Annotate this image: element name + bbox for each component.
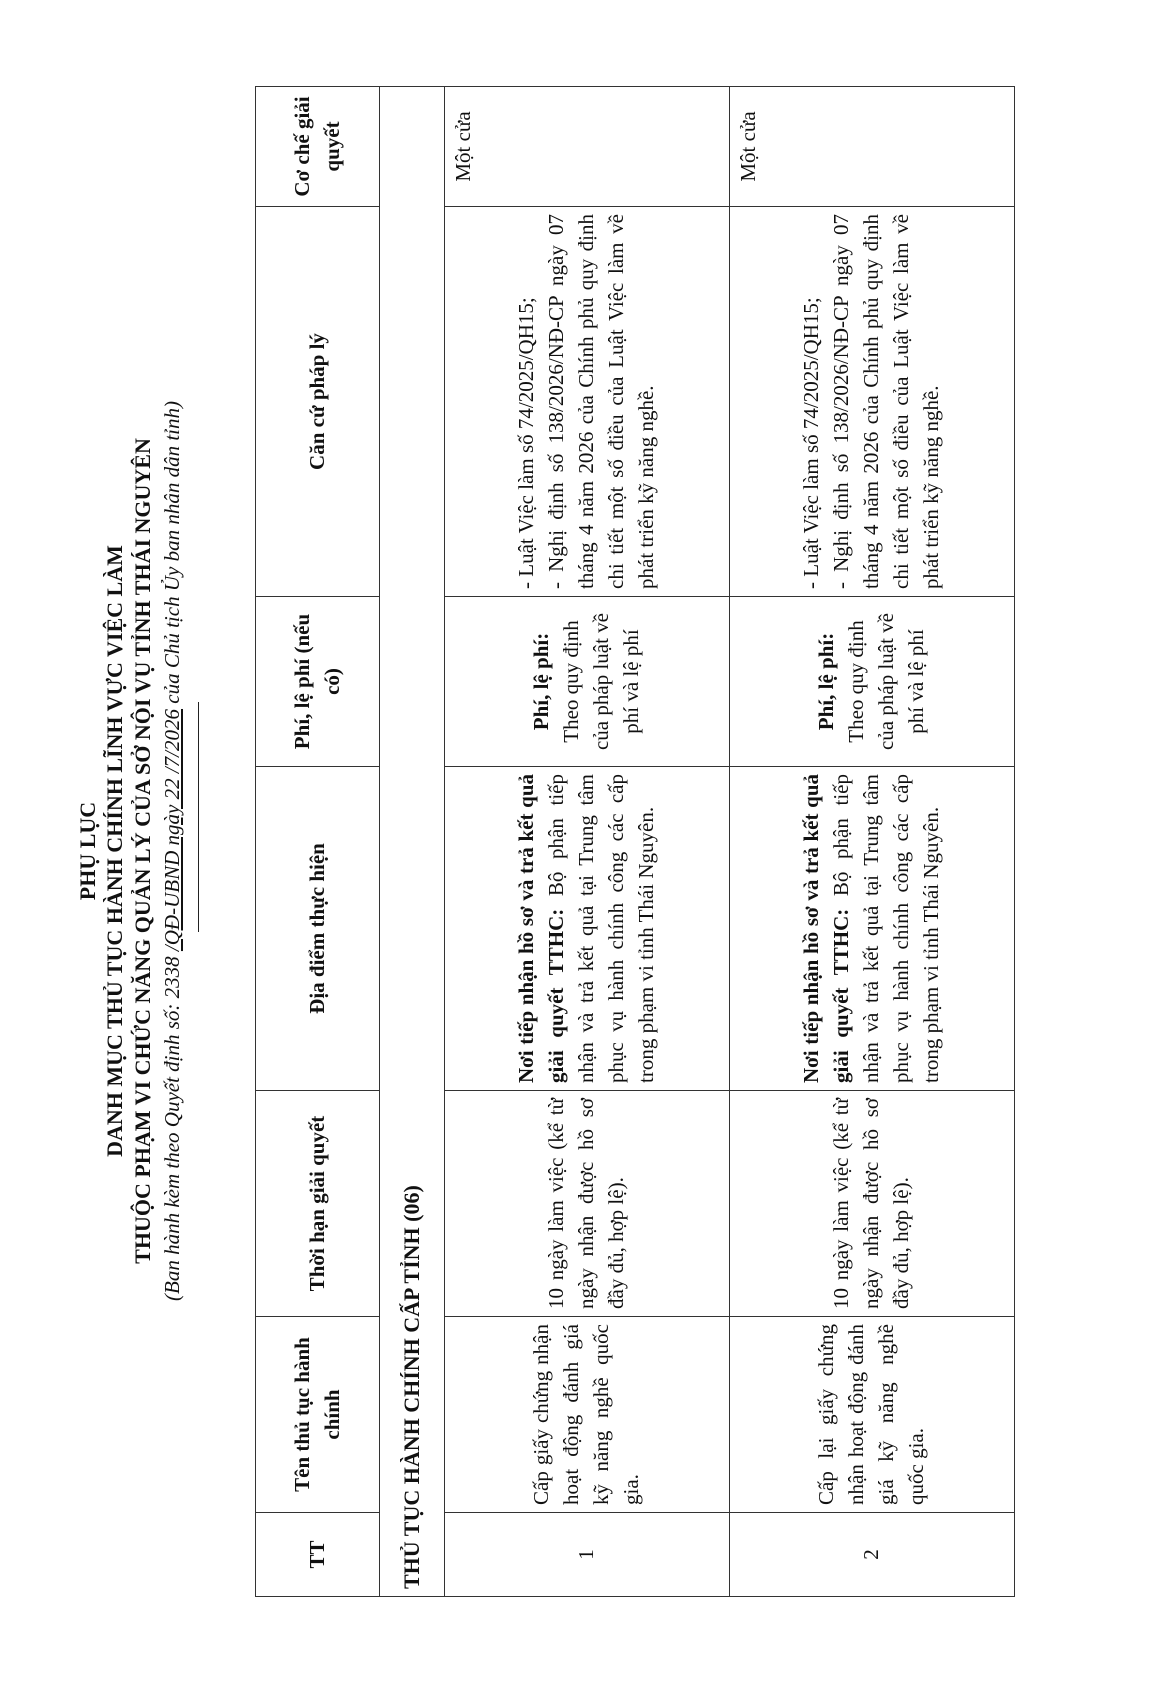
row-fee-text: Theo quy định của pháp luật về phí và lệ phí	[844, 612, 928, 751]
table-row	[445, 87, 730, 1597]
row-fee	[730, 597, 1015, 767]
decision-reference-post: của Chủ tịch Ủy ban nhân dân tỉnh)	[160, 401, 184, 709]
section-row	[380, 87, 445, 1597]
row-mechanism: Một cửa	[730, 87, 1015, 207]
header-fee: Phí, lệ phí (nếu có)	[256, 597, 380, 767]
procedure-table	[255, 86, 1015, 1597]
row-place	[445, 767, 730, 1091]
row-legal-2: - Nghị định số 138/2026/NĐ-CP ngày 07 tháng 4 năm 2026 của Chính phủ quy định chi tiết một số điều của Luật Việc làm về phát triển kỹ năng nghề.	[544, 214, 658, 589]
appendix-title: PHỤ LỤC	[75, 801, 100, 901]
row-fee	[445, 597, 730, 767]
table-row	[730, 87, 1015, 1597]
decision-reference-number: /QĐ-UBND ngày 22 /7/2026	[160, 708, 184, 952]
header-mechanism: Cơ chế giải quyết	[256, 87, 380, 207]
row-legal-2: - Nghị định số 138/2026/NĐ-CP ngày 07 tháng 4 năm 2026 của Chính phủ quy định chi tiết một số điều của Luật Việc làm về phát triển kỹ năng nghề.	[829, 214, 943, 589]
section-title: THỦ TỤC HÀNH CHÍNH CẤP TỈNH (06)	[380, 87, 445, 1597]
row-fee-label: Phí, lệ phí:	[814, 632, 839, 731]
list-title: DANH MỤC THỦ TỤC HÀNH CHÍNH LĨNH VỰC VIỆC LÀM	[102, 545, 127, 1157]
row-legal-1: - Luật Việc làm số 74/2025/QH15;	[799, 297, 824, 589]
decision-reference	[160, 0, 185, 1702]
decision-reference-pre: (Ban hành kèm theo Quyết định số: 2338	[160, 951, 184, 1301]
header-name: Tên thủ tục hành chính	[256, 1317, 380, 1513]
row-legal	[730, 207, 1015, 597]
row-fee-text: Theo quy định của pháp luật về phí và lệ phí	[559, 612, 643, 751]
header-place: Địa điểm thực hiện	[256, 767, 380, 1091]
row-mechanism: Một cửa	[445, 87, 730, 207]
row-place-text: Bộ phận tiếp nhận và trả kết quả tại Trung tâm phục vụ hành chính công các cấp trong phạm vi tỉnh Thái Nguyên.	[829, 774, 943, 1083]
row-tt: 1	[445, 1513, 730, 1597]
row-fee-label: Phí, lệ phí:	[529, 632, 554, 731]
row-tt: 2	[730, 1513, 1015, 1597]
row-time: 10 ngày làm việc (kể từ ngày nhận được hồ sơ đầy đủ, hợp lệ).	[445, 1091, 730, 1317]
header-divider	[198, 702, 199, 932]
scope-title: THUỘC PHẠM VI CHỨC NĂNG QUẢN LÝ CỦA SỞ NỘI VỤ TỈNH THÁI NGUYÊN	[130, 438, 155, 1264]
row-name: Cấp lại giấy chứng nhận hoạt động đánh giá kỹ năng nghề quốc gia.	[730, 1317, 1015, 1513]
row-legal-1: - Luật Việc làm số 74/2025/QH15;	[514, 297, 539, 589]
row-legal	[445, 207, 730, 597]
row-place-text: Bộ phận tiếp nhận và trả kết quả tại Trung tâm phục vụ hành chính công các cấp trong phạm vi tỉnh Thái Nguyên.	[544, 774, 658, 1083]
row-name: Cấp giấy chứng nhận hoạt động đánh giá kỹ năng nghề quốc gia.	[445, 1317, 730, 1513]
row-place	[730, 767, 1015, 1091]
header-tt: TT	[256, 1513, 380, 1597]
row-place-label: Nơi tiếp nhận hồ sơ và trả kết quả giải quyết TTHC:	[799, 774, 854, 1083]
header-time: Thời hạn giải quyết	[256, 1091, 380, 1317]
table-header-row	[256, 87, 380, 1597]
row-time: 10 ngày làm việc (kể từ ngày nhận được hồ sơ đầy đủ, hợp lệ).	[730, 1091, 1015, 1317]
header-legal: Căn cứ pháp lý	[256, 207, 380, 597]
row-place-label: Nơi tiếp nhận hồ sơ và trả kết quả giải quyết TTHC:	[514, 774, 569, 1083]
